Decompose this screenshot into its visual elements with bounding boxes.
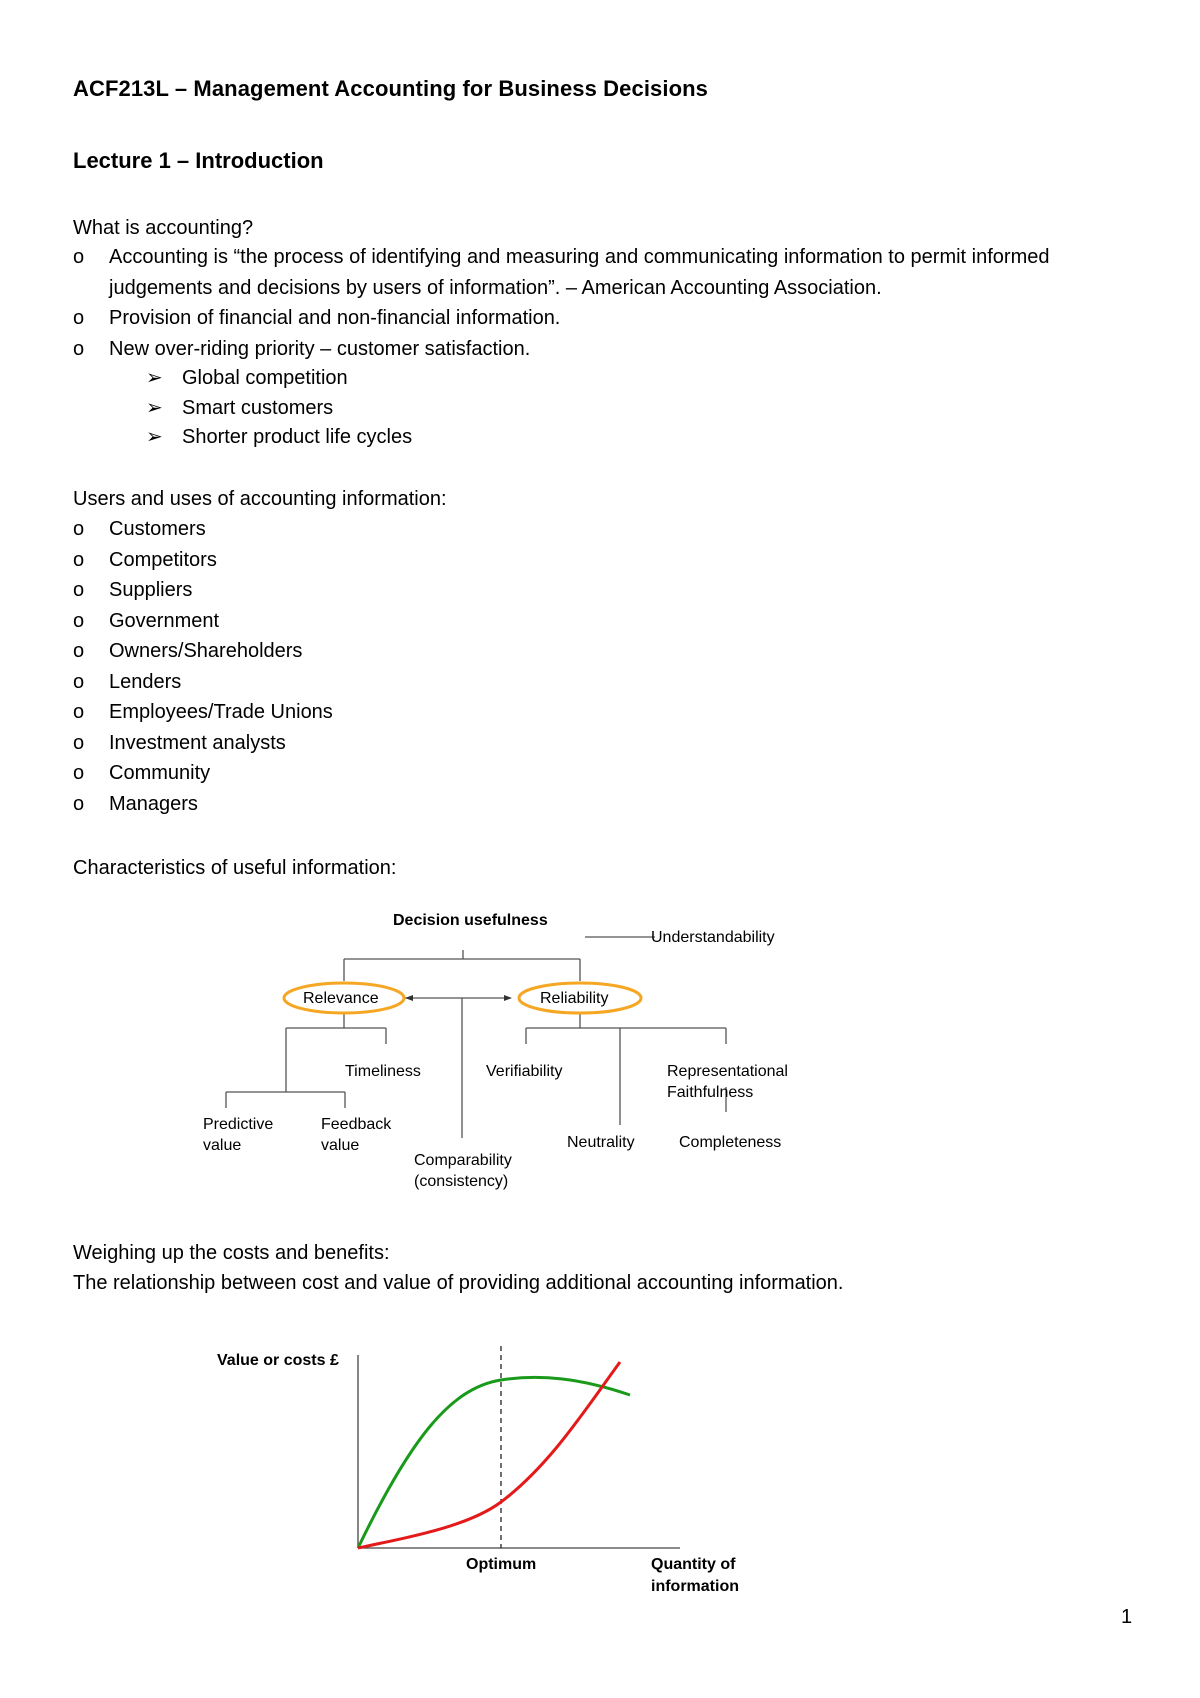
section-heading-users: Users and uses of accounting information:: [73, 488, 447, 510]
costs-benefits-text: The relationship between cost and value of providing additional accounting information.: [73, 1272, 844, 1294]
section-heading-what-is-accounting: What is accounting?: [73, 217, 254, 239]
bullet-circle-icon: o: [73, 579, 85, 601]
bullet-circle-icon: o: [73, 609, 85, 632]
bullet-circle-icon: o: [73, 640, 85, 662]
predictive-value-label: value: [203, 1137, 242, 1154]
bullet-circle-icon: o: [73, 548, 85, 571]
faithfulness-label: Faithfulness: [667, 1084, 754, 1101]
list-item: o Government: [73, 606, 1133, 637]
list-item: o Lenders: [73, 667, 1133, 698]
list-item: o Owners/Shareholders: [73, 636, 1133, 667]
list-item: o Managers: [73, 789, 1133, 820]
bullet-circle-icon: o: [73, 792, 85, 815]
list-item: o Employees/Trade Unions: [73, 697, 1133, 728]
bullet-circle-icon: o: [73, 762, 85, 784]
feedback-value-label: value: [321, 1137, 360, 1154]
timeliness-label: Timeliness: [345, 1063, 421, 1080]
bullet-circle-icon: o: [73, 518, 85, 540]
bullet-circle-icon: o: [73, 701, 85, 723]
bullet-circle-icon: o: [73, 670, 85, 693]
page-number: 1: [1121, 1606, 1133, 1628]
list-item: o Accounting is “the process of identifying and measuring and communicating information to permit informed judgements and decisions by users of information”. – American Accounting Association.: [73, 242, 1133, 303]
neutrality-label: Neutrality: [567, 1134, 635, 1151]
arrow-bullet-icon: ➢: [146, 426, 163, 448]
x-axis-label: Quantity of information: [651, 1556, 739, 1595]
list-item: o New over-riding priority – customer satisfaction.: [73, 334, 1133, 365]
comparability-label: Comparability: [414, 1152, 512, 1169]
understandability-label: Understandability: [651, 929, 775, 946]
bullet-circle-icon: o: [73, 307, 85, 329]
consistency-label: (consistency): [414, 1173, 509, 1190]
list-item: o Suppliers: [73, 575, 1133, 606]
arrow-bullet-icon: ➢: [146, 396, 163, 419]
list-item: o Competitors: [73, 545, 1133, 576]
list-item: ➢ Smart customers: [146, 394, 412, 424]
representational-label: Representational: [667, 1063, 788, 1080]
list-item: ➢ Shorter product life cycles: [146, 423, 412, 453]
completeness-label: Completeness: [679, 1134, 782, 1151]
lecture-heading: Lecture 1 – Introduction: [73, 148, 324, 173]
cost-curve: [358, 1362, 620, 1548]
list-item: ➢ Global competition: [146, 364, 412, 394]
arrow-bullet-icon: ➢: [146, 367, 163, 389]
bullet-circle-icon: o: [73, 337, 85, 360]
predictive-label: Predictive: [203, 1116, 274, 1133]
bullet-circle-icon: o: [73, 731, 85, 754]
feedback-label: Feedback: [321, 1116, 392, 1133]
verifiability-label: Verifiability: [486, 1063, 563, 1080]
list-item: o Investment analysts: [73, 728, 1133, 759]
decision-usefulness-label: Decision usefulness: [393, 912, 548, 929]
y-axis-label: Value or costs £: [217, 1352, 339, 1369]
document-title: ACF213L – Management Accounting for Business Decisions: [73, 76, 708, 101]
relevance-label: Relevance: [303, 990, 379, 1007]
reliability-label: Reliability: [540, 990, 609, 1007]
list-item: o Provision of financial and non-financial information.: [73, 303, 1133, 334]
list-item: o Customers: [73, 514, 1133, 545]
section-heading-costs-benefits: Weighing up the costs and benefits:: [73, 1242, 390, 1264]
optimum-label: Optimum: [466, 1556, 537, 1573]
bullet-circle-icon: o: [73, 246, 85, 268]
section-heading-characteristics: Characteristics of useful information:: [73, 857, 397, 879]
list-item: o Community: [73, 758, 1133, 789]
